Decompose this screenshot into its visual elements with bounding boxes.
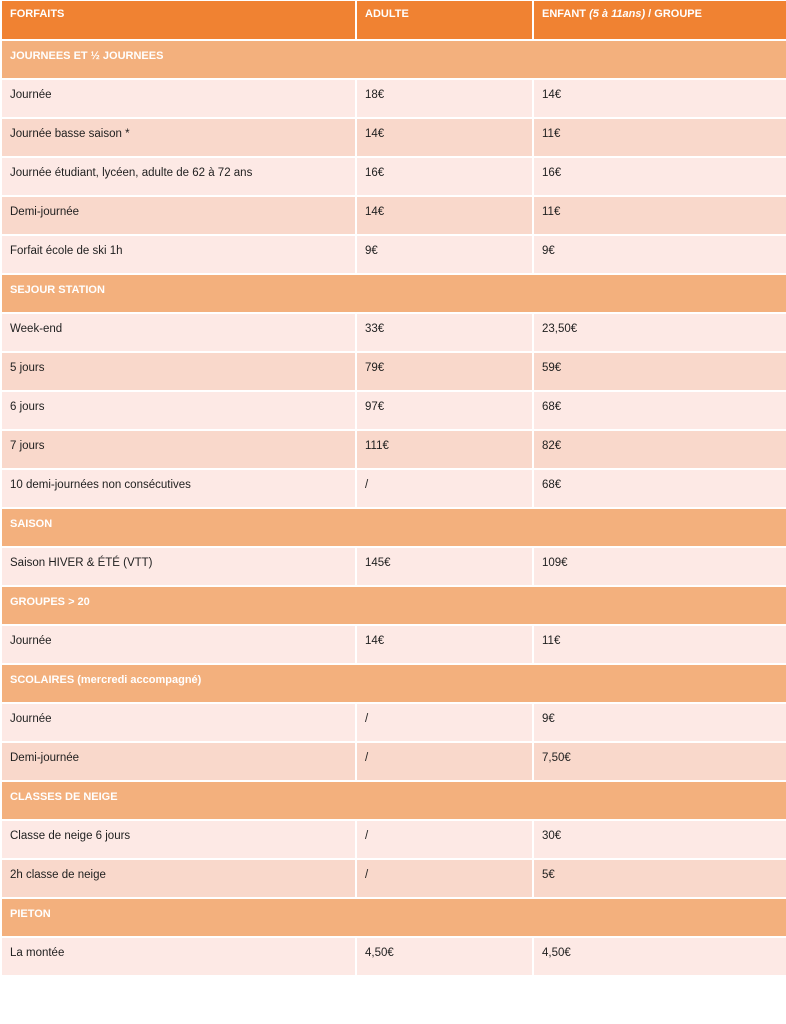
- enfant-price-cell: 9€: [533, 703, 786, 742]
- enfant-price-cell: 16€: [533, 157, 786, 196]
- forfait-label-cell: Journée basse saison *: [2, 118, 356, 157]
- price-row: [2, 118, 786, 157]
- section-header-row: [2, 274, 786, 313]
- price-row: [2, 430, 786, 469]
- adulte-price-cell: 33€: [356, 313, 533, 352]
- forfait-label-cell: Journée: [2, 79, 356, 118]
- price-row: [2, 313, 786, 352]
- adulte-price-cell: /: [356, 859, 533, 898]
- adulte-price-cell: /: [356, 820, 533, 859]
- adulte-price-cell: 4,50€: [356, 937, 533, 976]
- forfait-label-cell: Week-end: [2, 313, 356, 352]
- price-row: [2, 469, 786, 508]
- forfait-label-cell: La montée: [2, 937, 356, 976]
- price-row: [2, 703, 786, 742]
- enfant-price-cell: 5€: [533, 859, 786, 898]
- enfant-price-cell: 7,50€: [533, 742, 786, 781]
- section-title: SEJOUR STATION: [2, 274, 786, 313]
- enfant-price-cell: 68€: [533, 469, 786, 508]
- forfait-label-cell: 2h classe de neige: [2, 859, 356, 898]
- pricing-table: [2, 1, 786, 977]
- enfant-price-cell: 4,50€: [533, 937, 786, 976]
- forfait-label-cell: Demi-journée: [2, 196, 356, 235]
- adulte-price-cell: 18€: [356, 79, 533, 118]
- section-title: SAISON: [2, 508, 786, 547]
- adulte-price-cell: 111€: [356, 430, 533, 469]
- enfant-price-cell: 11€: [533, 625, 786, 664]
- price-row: [2, 547, 786, 586]
- adulte-price-cell: 14€: [356, 118, 533, 157]
- header-enfant-suffix: / GROUPE: [645, 8, 702, 20]
- adulte-price-cell: 145€: [356, 547, 533, 586]
- header-enfant-age-range: (5 à 11ans): [589, 8, 646, 20]
- adulte-price-cell: 79€: [356, 352, 533, 391]
- adulte-price-cell: /: [356, 742, 533, 781]
- adulte-price-cell: 97€: [356, 391, 533, 430]
- section-header-row: [2, 508, 786, 547]
- price-row: [2, 820, 786, 859]
- adulte-price-cell: 16€: [356, 157, 533, 196]
- section-header-row: [2, 40, 786, 79]
- forfait-label-cell: 7 jours: [2, 430, 356, 469]
- section-header-row: [2, 898, 786, 937]
- section-title: CLASSES DE NEIGE: [2, 781, 786, 820]
- adulte-price-cell: /: [356, 703, 533, 742]
- section-header-row: [2, 586, 786, 625]
- enfant-price-cell: 109€: [533, 547, 786, 586]
- enfant-price-cell: 68€: [533, 391, 786, 430]
- adulte-price-cell: 14€: [356, 625, 533, 664]
- section-title: SCOLAIRES (mercredi accompagné): [2, 664, 786, 703]
- adulte-price-cell: /: [356, 469, 533, 508]
- header-enfant-groupe: [533, 1, 786, 40]
- forfait-label-cell: Journée: [2, 703, 356, 742]
- section-header-row: [2, 781, 786, 820]
- forfait-label-cell: 10 demi-journées non consécutives: [2, 469, 356, 508]
- enfant-price-cell: 23,50€: [533, 313, 786, 352]
- enfant-price-cell: 82€: [533, 430, 786, 469]
- forfait-label-cell: Demi-journée: [2, 742, 356, 781]
- forfait-label-cell: Journée: [2, 625, 356, 664]
- forfait-label-cell: Classe de neige 6 jours: [2, 820, 356, 859]
- price-row: [2, 391, 786, 430]
- price-row: [2, 79, 786, 118]
- enfant-price-cell: 14€: [533, 79, 786, 118]
- section-title: GROUPES > 20: [2, 586, 786, 625]
- section-header-row: [2, 664, 786, 703]
- enfant-price-cell: 59€: [533, 352, 786, 391]
- section-title: PIETON: [2, 898, 786, 937]
- enfant-price-cell: 11€: [533, 196, 786, 235]
- adulte-price-cell: 14€: [356, 196, 533, 235]
- header-forfaits: FORFAITS: [2, 1, 356, 40]
- enfant-price-cell: 9€: [533, 235, 786, 274]
- price-row: [2, 157, 786, 196]
- forfait-label-cell: Forfait école de ski 1h: [2, 235, 356, 274]
- price-row: [2, 937, 786, 976]
- header-adulte: ADULTE: [356, 1, 533, 40]
- forfait-label-cell: Journée étudiant, lycéen, adulte de 62 à 72 ans: [2, 157, 356, 196]
- table-header-row: [2, 1, 786, 40]
- pricing-table-body: [2, 1, 786, 976]
- forfait-label-cell: 5 jours: [2, 352, 356, 391]
- forfait-label-cell: 6 jours: [2, 391, 356, 430]
- price-row: [2, 742, 786, 781]
- adulte-price-cell: 9€: [356, 235, 533, 274]
- header-enfant-prefix: ENFANT: [542, 8, 590, 20]
- price-row: [2, 196, 786, 235]
- section-title: JOURNEES ET ½ JOURNEES: [2, 40, 786, 79]
- price-row: [2, 859, 786, 898]
- price-row: [2, 352, 786, 391]
- price-row: [2, 235, 786, 274]
- price-row: [2, 625, 786, 664]
- enfant-price-cell: 30€: [533, 820, 786, 859]
- enfant-price-cell: 11€: [533, 118, 786, 157]
- forfait-label-cell: Saison HIVER & ÉTÉ (VTT): [2, 547, 356, 586]
